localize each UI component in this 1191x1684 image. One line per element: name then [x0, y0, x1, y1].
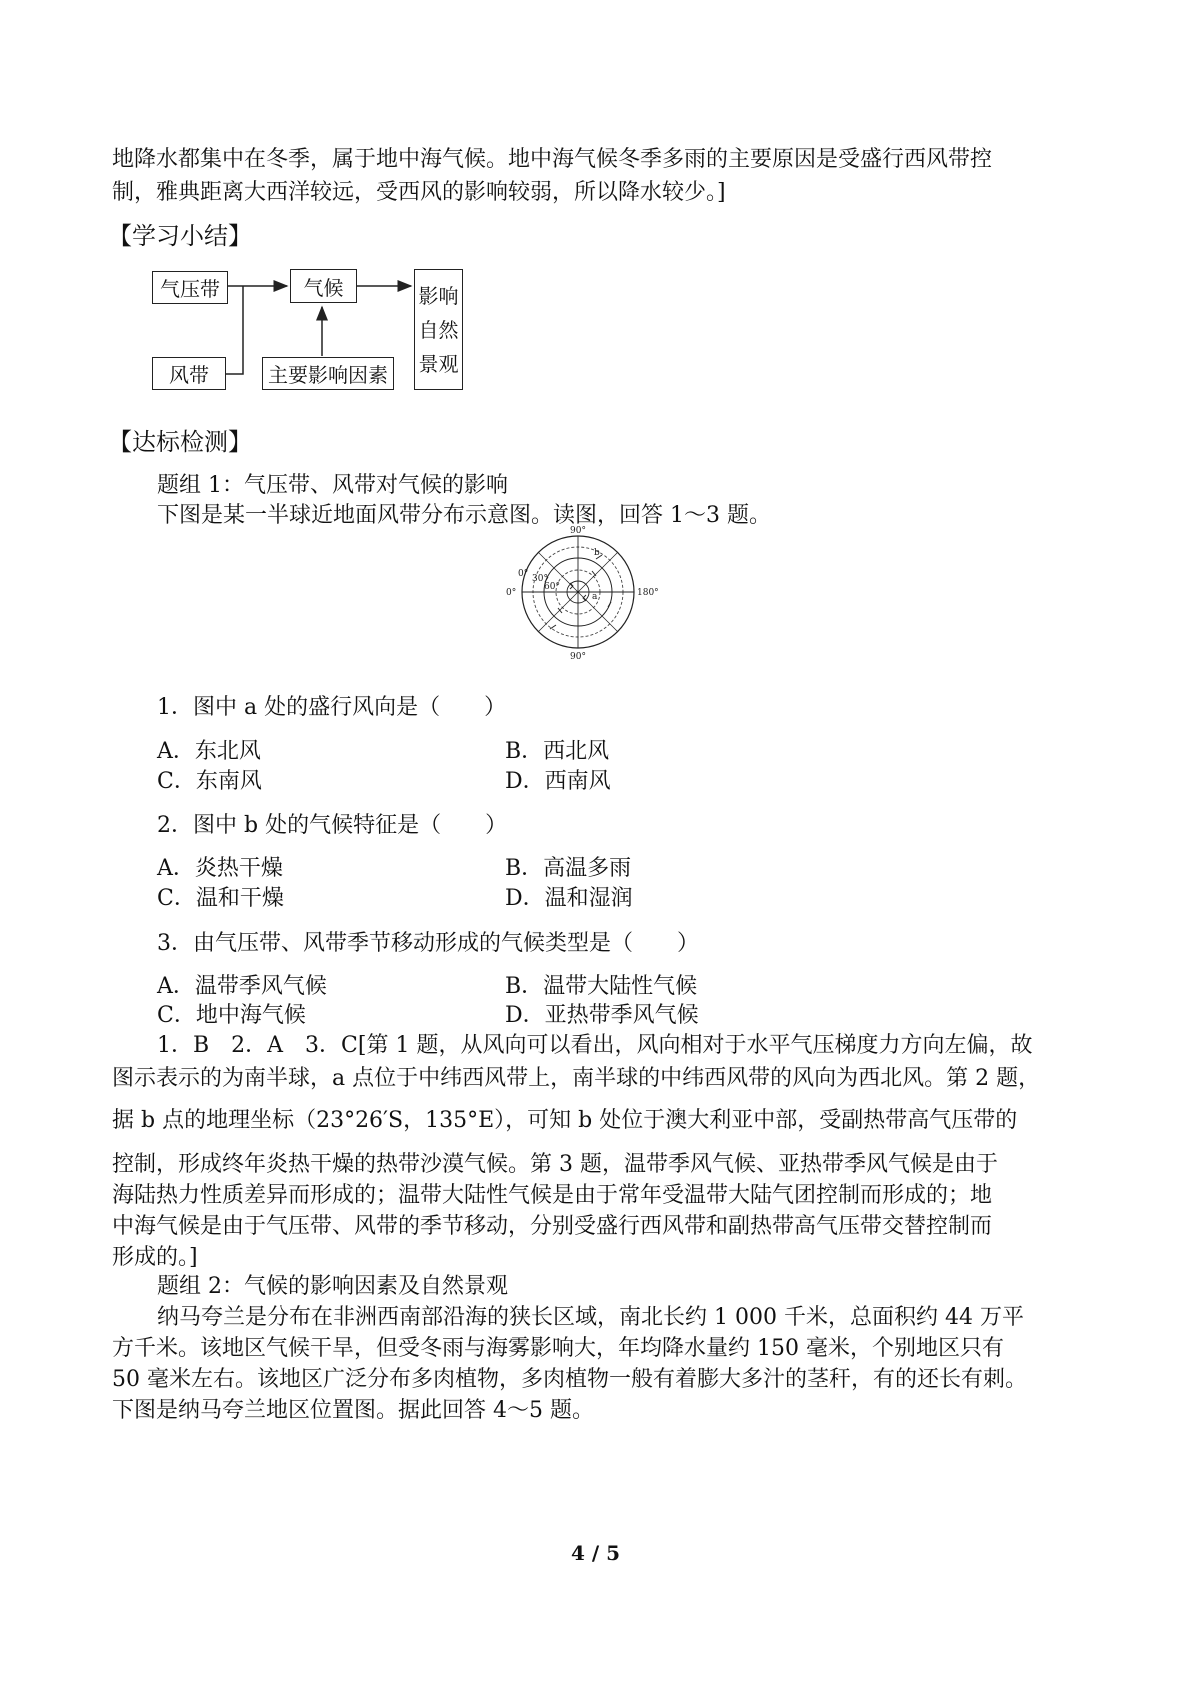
answer-line-5: 海陆热力性质差异而形成的；温带大陆性气候是由于常年受温带大陆气团控制而形成的；地: [112, 1183, 993, 1208]
group1-intro: 下图是某一半球近地面风带分布示意图。读图，回答 1～3 题。: [157, 503, 771, 528]
q2-option-c: C．温和干燥: [157, 886, 284, 911]
intro-line-2: 制，雅典距离大西洋较远，受西风的影响较弱，所以降水较少。]: [112, 180, 726, 205]
question-1-stem: 1．图中 a 处的盛行风向是（ ）: [157, 695, 507, 720]
q1-option-b: B．西北风: [505, 739, 610, 764]
group2-title: 题组 2：气候的影响因素及自然景观: [157, 1274, 508, 1299]
answer-line-1: 1．B 2．A 3．C[第 1 题，从风向可以看出，风向相对于水平气压梯度力方向左偏，故: [157, 1033, 1033, 1058]
q3-option-a: A．温带季风气候: [157, 974, 327, 999]
answer-line-4: 控制，形成终年炎热干燥的热带沙漠气候。第 3 题，温带季风气候、亚热带季风气候是由于: [112, 1152, 998, 1177]
answer-line-2: 图示表示的为南半球，a 点位于中纬西风带上，南半球的中纬西风带的风向为西北风。第 2 题，: [112, 1066, 1041, 1091]
q2-option-d: D．温和湿润: [505, 886, 633, 911]
effects-box: [414, 269, 463, 390]
label-lat-30: 30°: [532, 574, 548, 584]
group1-title: 题组 1：气压带、风带对气候的影响: [157, 473, 508, 498]
q1-option-d: D．西南风: [505, 769, 611, 794]
label-lat-60: 60°: [544, 582, 560, 592]
label-point-b: b: [594, 548, 600, 558]
effects-line-2: 自然: [418, 317, 459, 342]
intro-line-1: 地降水都集中在冬季，属于地中海气候。地中海气候冬季多雨的主要原因是受盛行西风带控: [112, 147, 993, 172]
q3-option-c: C．地中海气候: [157, 1003, 306, 1028]
q3-option-d: D．亚热带季风气候: [505, 1003, 699, 1028]
label-point-a: a: [592, 592, 598, 602]
group2-text-2: 方千米。该地区气候干旱，但受冬雨与海雾影响大，年均降水量约 150 毫米，个别地区只有: [112, 1336, 1004, 1361]
label-right-180: 180°: [637, 588, 659, 598]
group2-text-1: 纳马夸兰是分布在非洲西南部沿海的狭长区域，南北长约 1 000 千米，总面积约 44 万平: [157, 1305, 1024, 1330]
test-heading: 【达标检测】: [108, 428, 252, 456]
wind-belt-figure: [500, 525, 660, 665]
q2-option-b: B．高温多雨: [505, 856, 632, 881]
q3-option-b: B．温带大陆性气候: [505, 974, 698, 999]
group2-text-3: 50 毫米左右。该地区广泛分布多肉植物，多肉植物一般有着膨大多汁的茎秆，有的还长有刺。: [112, 1367, 1027, 1392]
main-factors-box: 主要影响因素: [262, 357, 394, 390]
pressure-belt-box: 气压带: [152, 271, 228, 304]
summary-heading: 【学习小结】: [108, 222, 252, 250]
page-number: 4 / 5: [570, 1541, 621, 1565]
answer-line-7: 形成的。]: [112, 1245, 198, 1270]
q1-option-a: A．东北风: [157, 739, 261, 764]
answer-line-3: 据 b 点的地理坐标（23°26′S，135°E），可知 b 处位于澳大利亚中部，受副热带高气压带的: [112, 1108, 1018, 1133]
question-2-stem: 2．图中 b 处的气候特征是（ ）: [157, 813, 508, 838]
label-left-0: 0°: [506, 588, 517, 598]
question-3-stem: 3．由气压带、风带季节移动形成的气候类型是（ ）: [157, 931, 699, 956]
effects-line-1: 影响: [418, 283, 459, 308]
label-bottom-90: 90°: [570, 652, 586, 662]
climate-box: 气候: [290, 269, 357, 303]
wind-belt-box: 风带: [152, 357, 226, 390]
label-top-90: 90°: [570, 526, 586, 536]
group2-text-4: 下图是纳马夸兰地区位置图。据此回答 4～5 题。: [112, 1398, 594, 1423]
effects-line-3: 景观: [418, 351, 459, 376]
answer-line-6: 中海气候是由于气压带、风带的季节移动，分别受盛行西风带和副热带高气压带交替控制而: [112, 1214, 993, 1239]
q2-option-a: A．炎热干燥: [157, 856, 283, 881]
q1-option-c: C．东南风: [157, 769, 262, 794]
label-left-upper-0: 0°: [518, 569, 529, 579]
